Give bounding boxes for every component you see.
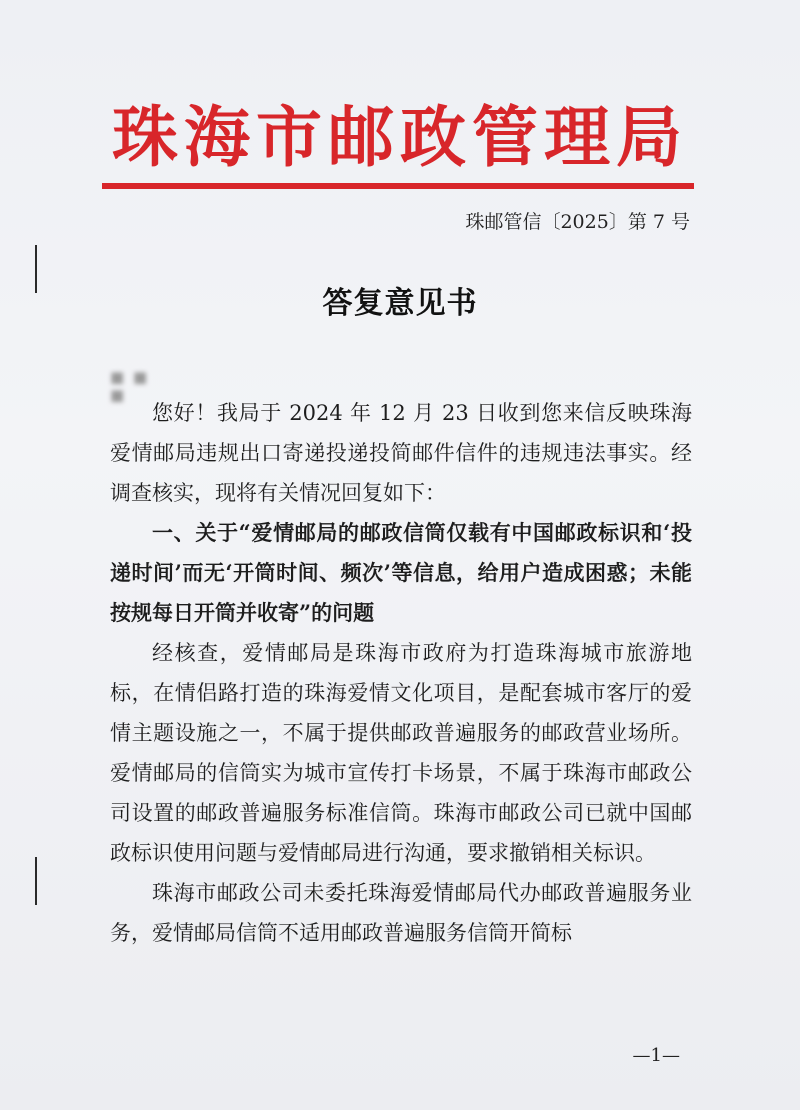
document-title: 答复意见书 [322, 286, 478, 321]
redacted-recipient: ■ ■ ■ [110, 368, 150, 404]
binder-mark [35, 857, 37, 905]
issuer-heading: 珠海市邮政管理局 [112, 98, 688, 176]
paragraph: 您好！我局于 2024 年 12 月 23 日收到您来信反映珠海爱情邮局违规出口寄递投递投简邮件信件的违规违法事实。经调查核实，现将有关情况回复如下： [110, 401, 692, 505]
letter-body [110, 393, 692, 953]
paragraph: 经核查，爱情邮局是珠海市政府为打造珠海城市旅游地标，在情侣路打造的珠海爱情文化项目，是配套城市客厅的爱情主题设施之一，不属于提供邮政普遍服务的邮政营业场所。爱情邮局的信筒实为城市宣传打卡场景，不属于珠海市邮政公司设置的邮政普遍服务标准信筒。珠海市邮政公司已就中国邮政标识使用问题与爱情邮局进行沟通，要求撤销相关标识。 [110, 641, 692, 865]
page-number: —1— [632, 1045, 680, 1066]
section-heading: 一、关于“爱情邮局的邮政信筒仅载有中国邮政标识和‘投递时间’而无‘开筒时间、频次’等信息，给用户造成困惑；未能按规每日开筒并收寄”的问题 [110, 520, 692, 625]
paragraph: 珠海市邮政公司未委托珠海爱情邮局代办邮政普遍服务业务，爱情邮局信筒不适用邮政普遍服务信筒开简标 [110, 881, 692, 945]
document-number: 珠邮管信〔2025〕第 7 号 [465, 211, 690, 233]
red-divider-line [102, 183, 694, 189]
